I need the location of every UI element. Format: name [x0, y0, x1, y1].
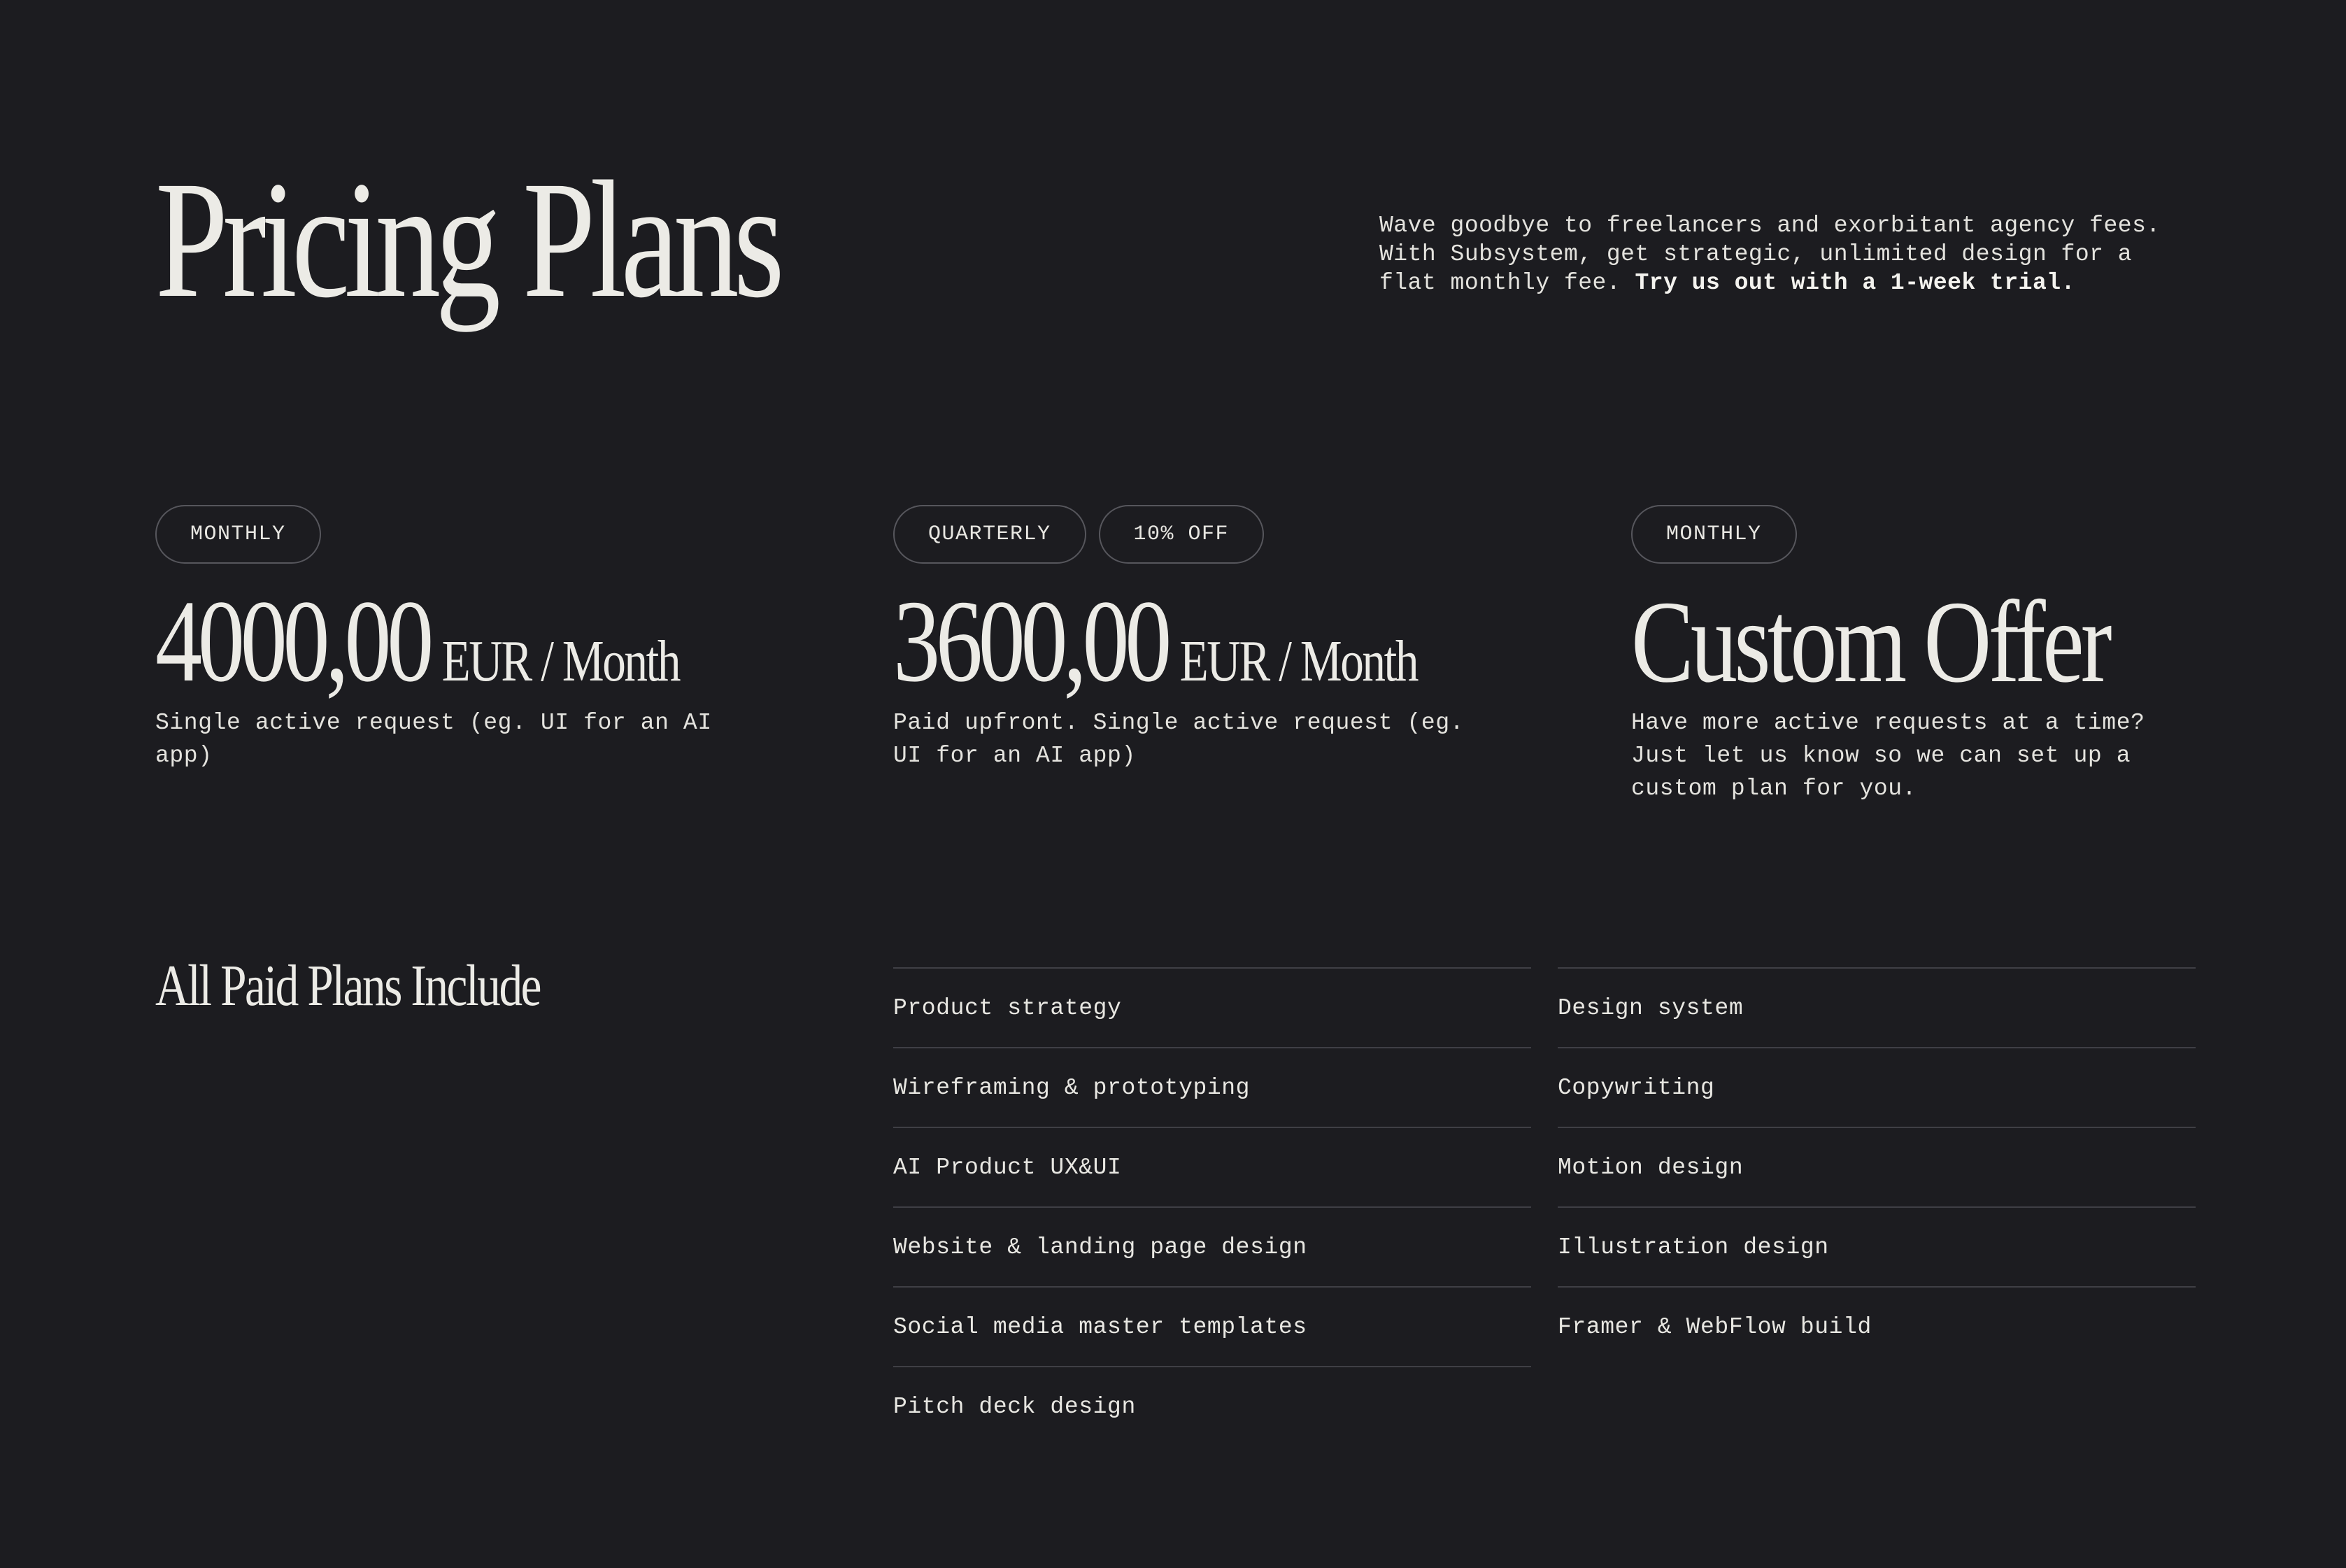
features-list-right — [1558, 967, 2196, 1366]
price-row — [893, 576, 1523, 706]
discount-badge: 10% OFF — [1099, 505, 1265, 564]
billing-badge: MONTHLY — [155, 505, 321, 564]
plan-description: Single active request (eg. UI for an AI app) — [155, 710, 712, 769]
plan-description: Have more active requests at a time? Just let us know so we can set up a custom plan for you. — [1631, 710, 2145, 801]
plan-badges — [893, 505, 1523, 564]
plan-description: Paid upfront. Single active request (eg. UI for an AI app) — [893, 710, 1465, 769]
price-row — [1631, 577, 2261, 707]
price-amount: 4000,00 — [155, 576, 429, 706]
plan-card-custom[interactable] — [1631, 505, 2261, 828]
billing-badge: MONTHLY — [1631, 505, 1797, 564]
feature-item: Social media master templates — [893, 1286, 1531, 1366]
features-heading: All Paid Plans Include — [155, 953, 541, 1018]
custom-offer-title: Custom Offer — [1631, 577, 2109, 707]
feature-item: Illustration design — [1558, 1206, 2196, 1286]
feature-item: Design system — [1558, 967, 2196, 1047]
feature-item: Website & landing page design — [893, 1206, 1531, 1286]
feature-item: Pitch deck design — [893, 1366, 1531, 1446]
feature-item: Motion design — [1558, 1127, 2196, 1206]
plan-card-quarterly[interactable] — [893, 505, 1523, 795]
feature-item: Framer & WebFlow build — [1558, 1286, 2196, 1366]
page-title: Pricing Plans — [155, 146, 779, 332]
feature-item: Product strategy — [893, 967, 1531, 1047]
plan-badges — [1631, 505, 2261, 564]
intro-text — [1379, 211, 2198, 297]
plan-badges — [155, 505, 785, 564]
features-list-left — [893, 967, 1531, 1446]
plan-card-monthly[interactable] — [155, 505, 785, 795]
price-row — [155, 576, 785, 706]
price-unit: EUR / Month — [441, 629, 680, 694]
billing-badge: QUARTERLY — [893, 505, 1086, 564]
trial-callout: Try us out with a 1-week trial. — [1635, 270, 2075, 296]
feature-item: Wireframing & prototyping — [893, 1047, 1531, 1127]
intro-copy: Wave goodbye to freelancers and exorbitant agency fees. With Subsystem, get strategic, unlimited design for a flat monthly fee. — [1379, 213, 2161, 296]
feature-item: AI Product UX&UI — [893, 1127, 1531, 1206]
price-amount: 3600,00 — [893, 576, 1167, 706]
feature-item: Copywriting — [1558, 1047, 2196, 1127]
price-unit: EUR / Month — [1179, 629, 1418, 694]
